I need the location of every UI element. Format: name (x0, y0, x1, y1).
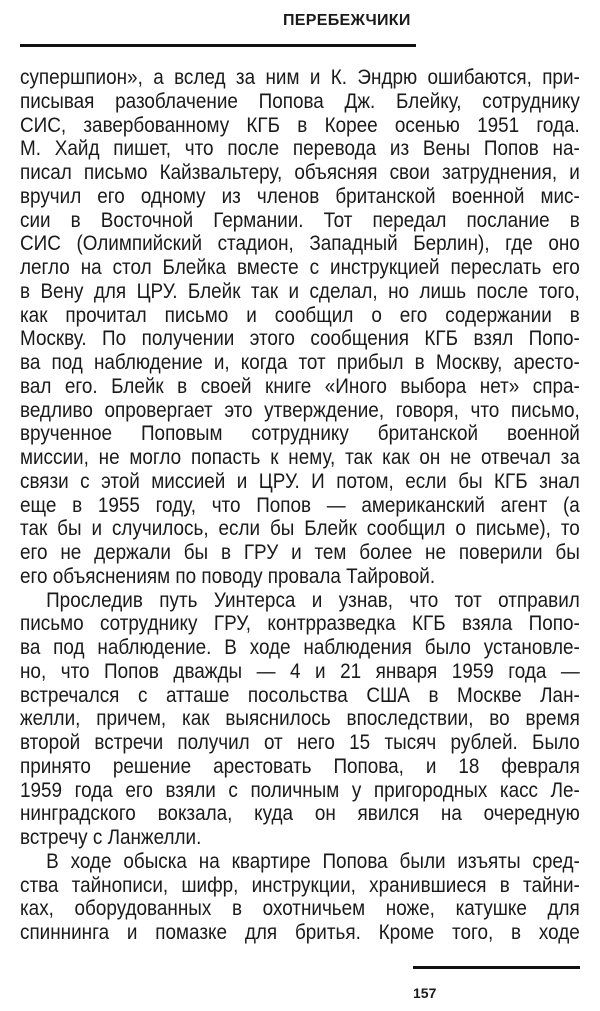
text-line: в Вену для ЦРУ. Блейк так и сделал, но лишь после того, (20, 279, 580, 303)
text-line: супершпион», а вслед за ним и К. Эндрю ошибаются, при- (20, 66, 580, 89)
text-line: ведливо опровергает это утверждение, говоря, что письмо, (20, 398, 580, 422)
paragraph (20, 850, 580, 945)
text-line: встречу с Ланжелли. (20, 826, 202, 849)
text-line: вручил его одному из членов британской военной мис- (20, 184, 580, 208)
text-line: легло на стол Блейка вместе с инструкцией переслать его (20, 256, 580, 279)
text-line: письмо сотруднику ГРУ, контрразведка КГБ взяла Попо- (20, 612, 580, 636)
body-text (20, 66, 580, 945)
text-line: миссии, не могло попасть к нему, так как он не отвечал за (20, 446, 580, 469)
footer-rule (413, 966, 580, 969)
text-line: как прочитал письмо и сообщил о его содержании в (20, 303, 580, 327)
text-line: но, что Попов дважды — 4 и 21 января 1959 года — (20, 659, 580, 683)
text-line: вал его. Блейк в своей книге «Иного выбора нет» спра- (20, 374, 580, 398)
text-line: Москву. По получении этого сообщения КГБ взял Попо- (20, 327, 580, 351)
text-line: его объяснениям по поводу провала Тайровой. (20, 564, 436, 588)
text-line: связи с этой миссией и ЦРУ. И потом, если бы КГБ знал (20, 469, 580, 493)
text-line: спиннинга и помазке для бритья. Кроме того, в ходе (20, 921, 580, 944)
text-line: желли, причем, как выяснилось впоследствии, во время (20, 707, 580, 731)
page-number: 157 (413, 985, 437, 1001)
text-line: Проследив путь Уинтерса и узнав, что тот отправил (46, 588, 580, 612)
text-line: СИС, завербованному КГБ в Корее осенью 1951 года. (20, 113, 580, 137)
text-line: нинградского вокзала, куда он явился на очередную (20, 802, 580, 826)
text-line: СИС (Олимпийский стадион, Западный Берлин), где оно (20, 232, 580, 256)
text-line: 1959 года его взяли с поличным у пригородных касс Ле- (20, 778, 580, 802)
text-line: второй встречи получил от него 15 тысяч рублей. Было (20, 731, 580, 754)
text-line: встречался с атташе посольства США в Москве Лан- (20, 683, 580, 707)
text-line: М. Хайд пишет, что после перевода из Вены Попов на- (20, 137, 580, 161)
running-title: ПЕРЕБЕЖЧИКИ (283, 12, 411, 29)
text-line: В ходе обыска на квартире Попова были изъяты сред- (46, 849, 580, 873)
text-line: писал письмо Кайзвальтеру, объясняя свои затруднения, и (20, 161, 580, 184)
text-line: сии в Восточной Германии. Тот передал послание в (20, 208, 580, 232)
text-line: так бы и случилось, если бы Блейк сообщил о письме), то (20, 517, 580, 541)
text-line: писывая разоблачение Попова Дж. Блейку, сотруднику (20, 89, 580, 113)
text-line: ства тайнописи, шифр, инструкции, хранившиеся в тайни- (20, 873, 580, 897)
paragraph (20, 66, 580, 589)
header-rule (20, 44, 416, 47)
text-line: ках, оборудованных в охотничьем ноже, катушке для (20, 897, 580, 921)
text-line: его не держали бы в ГРУ и тем более не поверили бы (20, 541, 580, 564)
text-line: ва под наблюдение и, когда тот прибыл в Москву, аресто- (20, 351, 580, 374)
text-line: принято решение арестовать Попова, и 18 февраля (20, 754, 580, 778)
text-line: еще в 1955 году, что Попов — американский агент (а (20, 493, 580, 517)
paragraph (20, 589, 580, 850)
text-line: ва под наблюдение. В ходе наблюдения было установле- (20, 636, 580, 659)
text-line: врученное Поповым сотруднику британской военной (20, 422, 580, 446)
